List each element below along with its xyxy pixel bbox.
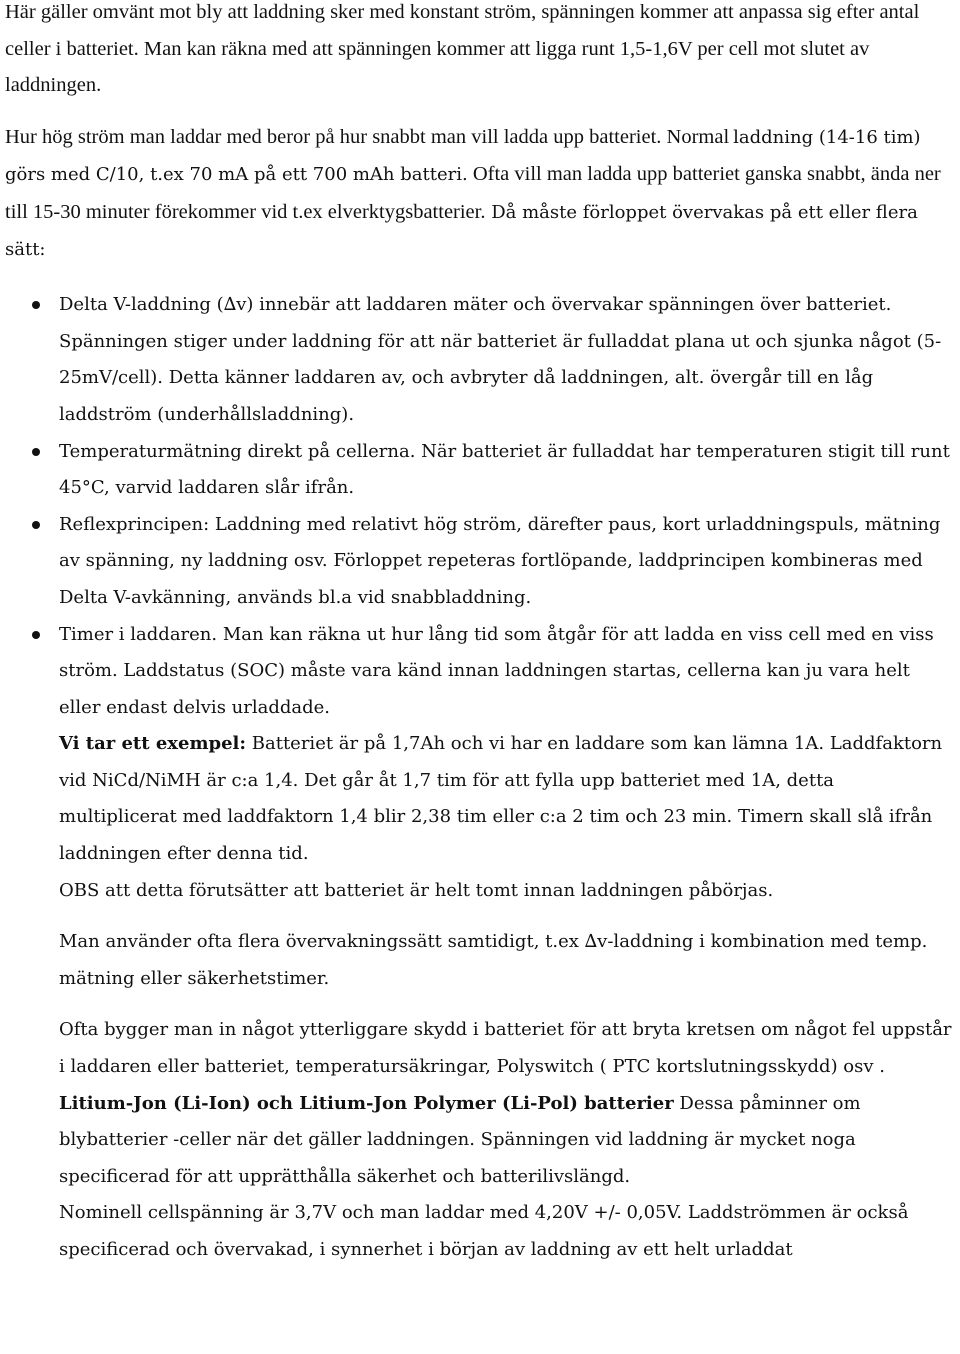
list-item-reflex [5,507,955,617]
charging-current-intro: Hur hög ström man laddar med beror på hur snabbt man vill ladda upp batteriet. Normal [5,125,730,148]
lithium-heading: Litium-Jon (Li-Ion) och Litium-Jon Polymer (Li-Pol) batterier [59,1092,674,1114]
fast-charging-text: Ofta vill man ladda upp batteriet ganska snabbt, ända ner till 15-30 minuter förekommer vid t.ex elverktygsbatterier. [5,163,941,223]
bullet-icon [32,521,40,529]
example-paragraph [5,726,955,872]
list-item-text: Temperaturmätning direkt på cellerna. När batteriet är fulladdat har temperaturen stigit till runt 45°C, varvid laddaren slår ifrån. [59,440,950,499]
document-body [5,0,955,1269]
list-item-text: Timer i laddaren. Man kan räkna ut hur lång tid som åtgår för att ladda en viss cell med en viss ström. Laddstatus (SOC) måste vara känd innan laddningen startas, cellerna kan ju vara helt eller endast delvis urladdade. [59,623,934,718]
list-item-temperature [5,434,955,507]
spacer [5,104,955,119]
nominal-voltage-paragraph: Nominell cellspänning är 3,7V och man laddar med 4,20V +/- 0,05V. Laddströmmen är också specificerad och övervakad, i synnerhet i början av laddning av ett helt urladdat [59,1202,909,1260]
spacer [5,997,955,1012]
lithium-text: Dessa påminner om blybatterier -celler när det gäller laddningen. Spänningen vid laddning är mycket noga specificerad för att upprätthålla säkerhet och batterilivslängd. [59,1092,861,1187]
list-item-timer [5,617,955,727]
spacer [5,268,955,287]
list-item-text: Delta V-laddning (∆v) innebär att laddaren mäter och övervakar spänningen över batteriet. Spänningen stiger under laddning för att när batteriet är fulladdat plana ut och sjunka något (5-25mV/cell). Detta känner laddaren av, och avbryter då laddningen, alt. övergår till en låg laddström (underhållsladdning). [59,294,942,425]
monitoring-intro-text: Då måste förloppet övervakas på ett eller flera sätt: [5,201,918,260]
example-note: OBS att detta förutsätter att batteriet är helt tomt innan laddningen påbörjas. [59,879,774,901]
list-item-text: Reflexprincipen: Laddning med relativt hög ström, därefter paus, kort urladdningspuls, mätning av spänning, ny laddning osv. Förloppet repeteras fortlöpande, laddprincipen kombineras med Delta V-avkänning, används bl.a vid snabbladdning. [59,513,941,608]
monitoring-methods-list [5,287,955,726]
protection-paragraph: Ofta bygger man in något ytterliggare skydd i batteriet för att bryta kretsen om något fel uppstår i laddaren eller batteriet, temperatursäkringar, Polyswitch ( PTC kortslutningsskydd) osv . [59,1019,952,1078]
bullet-icon [32,448,40,456]
bullet-icon [32,631,40,639]
spacer [5,909,955,924]
bullet-icon [32,301,40,309]
intro-paragraph: Här gäller omvänt mot bly att laddning sker med konstant ström, spänningen kommer att anpassa sig efter antal celler i batteriet. Man kan räkna med att spänningen kommer att ligga runt 1,5-1,6V per cell mot slutet av laddningen. [5,1,920,97]
lithium-paragraph [5,1086,955,1196]
normal-charging-text: laddning (14-16 tim) görs med C/10, t.ex 70 mA på ett 700 mAh batteri. [5,126,921,186]
charging-current-paragraph [5,119,955,268]
example-label: Vi tar ett exempel: [59,733,247,755]
list-item-delta-v [5,287,955,433]
combination-paragraph: Man använder ofta flera övervakningssätt samtidigt, t.ex ∆v-laddning i kombination med temp. mätning eller säkerhetstimer. [59,931,928,989]
example-text: Batteriet är på 1,7Ah och vi har en laddare som kan lämna 1A. Laddfaktorn vid NiCd/NiMH är c:a 1,4. Det går åt 1,7 tim för att fylla upp batteriet med 1A, detta multiplicerat med laddfaktorn 1,4 blir 2,38 tim eller c:a 2 tim och 23 min. Timern skall slå ifrån laddningen efter denna tid. [59,733,943,865]
